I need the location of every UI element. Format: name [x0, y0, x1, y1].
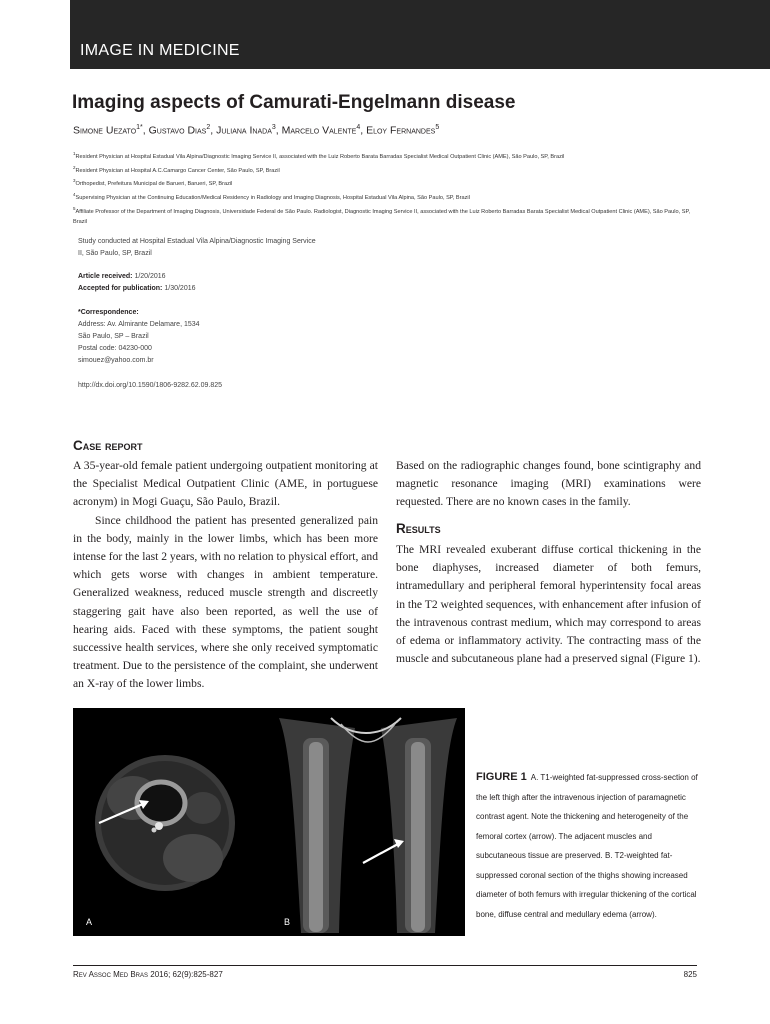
author-sup: 1* — [136, 124, 143, 131]
accepted-label: Accepted for publication: — [78, 285, 163, 292]
affiliation-text: Affiliate Professor of the Department of Imaging Diagnosis, Universidade Federal de São Paulo. Radiologist, Diagnostic Imaging Service II, associated with the Luiz Roberto Barradas Barata Specialist Medical Outpatient Clinic (AME), São Paulo, SP, Brazil — [73, 208, 691, 226]
author-name: Marcelo Valente — [281, 124, 357, 137]
affiliation-text: Supervising Physician at the Continuing Education/Medical Residency in Radiology and Imaging Diagnosis, Hospital Estadual Vila Alpina, São Paulo, SP, Brazil — [75, 194, 470, 201]
affiliation — [73, 149, 698, 163]
received-date: 1/20/2016 — [134, 273, 166, 280]
author-sup: 2 — [206, 124, 211, 131]
author-name: Juliana Inada — [216, 124, 272, 137]
affiliation — [73, 190, 698, 204]
author-name: Eloy Fernandes — [366, 124, 436, 137]
affiliation-text: Resident Physician at Hospital A.C.Camargo Cancer Center, São Paulo, SP, Brazil — [75, 167, 280, 174]
case-report-paragraph: Based on the radiographic changes found, bone scintigraphy and magnetic resonance imaging (MRI) examinations were requested. There are no known cases in the family. — [396, 459, 701, 509]
journal-name: Rev Assoc Med Bras — [73, 970, 149, 979]
accepted-date: 1/30/2016 — [164, 285, 196, 292]
affiliation — [73, 204, 698, 228]
accepted-line — [78, 283, 318, 295]
correspondence — [78, 307, 318, 367]
author-sup: 5 — [435, 124, 440, 131]
panel-b-label: B — [284, 917, 291, 927]
figure-1-image — [73, 708, 465, 936]
author-name: Gustavo Dias — [148, 124, 207, 137]
affiliation-num: 1 — [73, 151, 76, 156]
article-title: Imaging aspects of Camurati-Engelmann disease — [72, 92, 516, 113]
affiliation-num: 4 — [73, 191, 76, 197]
author-sup: 3 — [271, 124, 276, 131]
received-line — [78, 271, 318, 283]
case-report-continued — [396, 457, 701, 512]
results-body — [396, 541, 701, 668]
case-report-heading: Case report — [73, 438, 143, 453]
figure-panel-a — [73, 708, 266, 936]
affiliations — [73, 149, 698, 228]
affiliation — [73, 163, 698, 177]
correspondence-address: Address: Av. Almirante Delamare, 1534 — [78, 321, 200, 328]
footer-rule — [73, 965, 697, 966]
affiliation-num: 5 — [73, 205, 76, 211]
case-report-body — [73, 457, 378, 694]
figure-caption — [476, 768, 698, 924]
figure-label: FIGURE 1 — [476, 771, 527, 783]
results-paragraph: The MRI revealed exuberant diffuse cortical thickening in the bone diaphyses, increased diameter of both femurs, intramedullary and peripheral femoral hyperintensity focal areas in the T2 weighted sequences, with enhancement after infusion of the intravenous contrast medium, which may correspond to areas of edema or inflammatory activity. The contracting mass of the muscle and subcutaneous plane had a preserved signal (Figure 1). — [396, 543, 701, 666]
section-label: IMAGE IN MEDICINE — [80, 42, 240, 59]
received-label: Article received: — [78, 273, 133, 280]
results-heading: Results — [396, 521, 441, 536]
doi-link[interactable]: http://dx.doi.org/10.1590/1806-9282.62.09.825 — [78, 382, 223, 389]
correspondence-postal: Postal code: 04230-000 — [78, 345, 152, 352]
affiliation-text: Orthopedist, Prefeitura Municipal de Barueri, Barueri, SP, Brazil — [75, 181, 233, 188]
study-conducted — [78, 236, 318, 260]
study-conducted-text: Study conducted at Hospital Estadual Vila Alpina/Diagnostic Imaging Service II, São Paulo, SP, Brazil — [78, 238, 316, 257]
affiliation-num: 2 — [73, 164, 76, 170]
figure-panel-b — [271, 708, 465, 936]
author-list: Simone Uezato$^{1*}$, Gustavo Dias$^2$, Juliana Inada$^3$, Marcelo Valente$^4$, Eloy Fernandes$^5$ — [73, 124, 440, 137]
doi — [78, 380, 338, 392]
footer-citation — [73, 970, 223, 979]
figure-caption-text: A. T1-weighted fat-suppressed cross-section of the left thigh after the intravenous injection of paramagnetic contrast agent. Note the thickening and heterogeneity of the femoral cortex (arrow). The adjacent muscles and subcutaneous tissue are preserved. B. T2-weighted fat-suppressed coronal section of the thighs showing increased diameter of both femurs with irregular thickening of the cortical bone, diffuse central and medullary edema (arrow). — [476, 773, 698, 919]
correspondence-email[interactable]: simouez@yahoo.com.br — [78, 357, 154, 364]
affiliation-num: 3 — [73, 178, 76, 184]
article-dates — [78, 271, 318, 295]
affiliation — [73, 176, 698, 190]
page-number: 825 — [683, 970, 697, 979]
author-name: Simone Uezato — [73, 124, 137, 137]
author-sup: 4 — [356, 124, 361, 131]
case-report-paragraph: Since childhood the patient has presented generalized pain in the body, mainly in the lower limbs, which has been more intense for the last 2 years, with no relation to physical effort, and which gets worse with changes in ambient temperature. Generalized weakness, reduced muscle strength and discreetly staggering gait have also been reported, as well the use of hearing aids. Faced with these symptoms, the patient sought successive health services, where she only received symptomatic treatment. Due to the persistence of the complaint, she underwent an X-ray of the lower limbs. — [73, 513, 379, 691]
mri-axial-image — [73, 708, 266, 936]
correspondence-heading: *Correspondence: — [78, 309, 139, 316]
affiliation-text: Resident Physician at Hospital Estadual Vila Alpina/Diagnostic Imaging Service II, associated with the Luiz Roberto Barata Barradas Specialist Medical Outpatient Clinic (AME), São Paulo, SP, Brazil — [75, 153, 565, 160]
citation: 2016; 62(9):825-827 — [150, 970, 223, 979]
correspondence-city: São Paulo, SP – Brazil — [78, 333, 149, 340]
case-report-paragraph: A 35-year-old female patient undergoing outpatient monitoring at the Specialist Medical Outpatient Clinic (AME, in portuguese acronym) in Mogi Guaçu, São Paulo, Brazil. — [73, 459, 378, 509]
mri-coronal-image — [271, 708, 465, 936]
panel-a-label: A — [86, 917, 93, 927]
